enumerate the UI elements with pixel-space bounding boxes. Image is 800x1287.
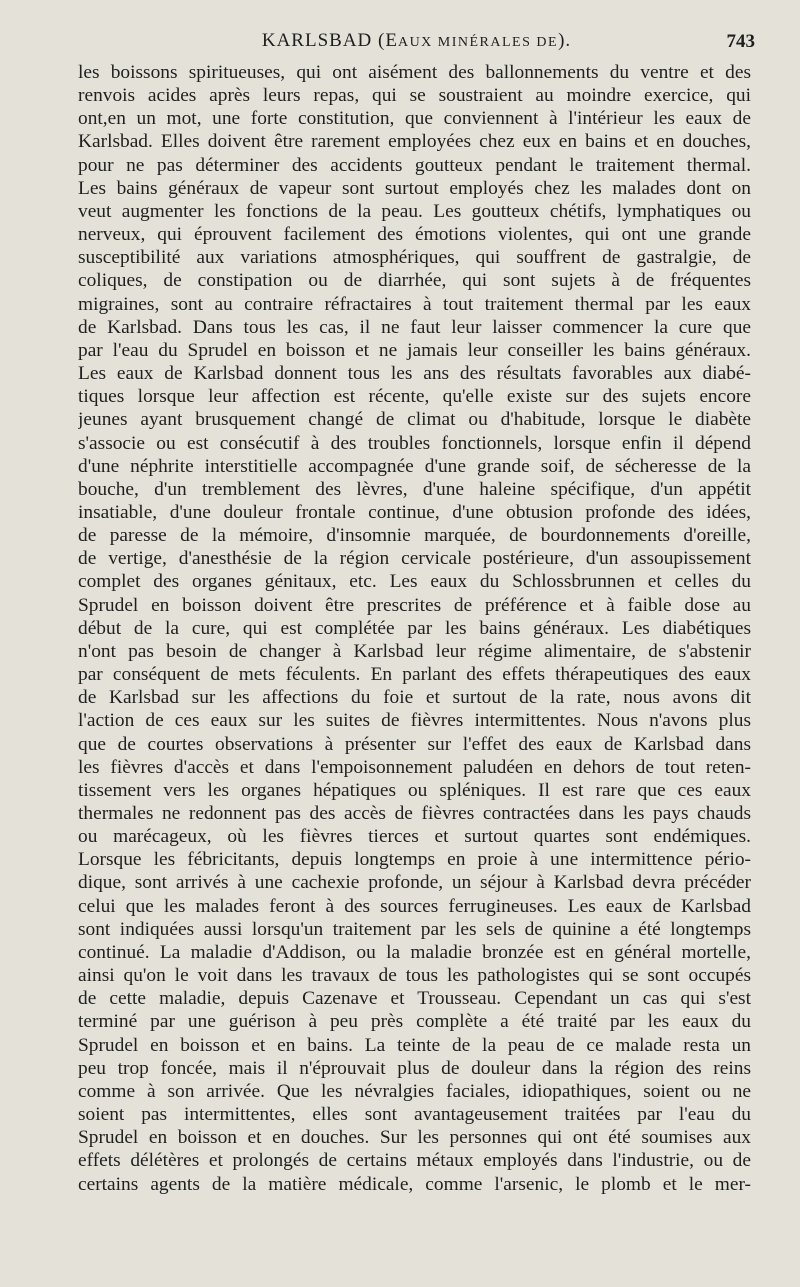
text-line: tiques lorsque leur affection est récente, qu'elle existe sur des sujets encore: [78, 386, 751, 408]
text-line: début de la cure, qui est complétée par les bains généraux. Les diabétiques: [78, 617, 751, 639]
text-line: les boissons spiritueuses, qui ont aisément des ballonnements du ventre et des: [78, 62, 751, 83]
text-line: renvois acides après leurs repas, qui se soustraient au moindre exercice, qui: [78, 85, 751, 107]
text-line: bouche, d'un tremblement des lèvres, d'une haleine spécifique, d'un appétit: [78, 478, 751, 500]
text-line: de paresse de la mémoire, d'insomnie marquée, de bourdonnements d'oreille,: [78, 525, 751, 547]
text-line: certains agents de la matière médicale, comme l'arsenic, le plomb et le mer-: [78, 1173, 751, 1195]
running-title-main: KARLSBAD: [261, 30, 373, 51]
text-line: n'ont pas besoin de changer à Karlsbad leur régime alimentaire, de s'abstenir: [78, 640, 751, 662]
text-line: Lorsque les fébricitants, depuis longtemps en proie à une intermittence pério-: [78, 849, 751, 871]
text-line: soient pas intermittentes, elles sont avantageusement traitées par l'eau du: [78, 1104, 751, 1126]
text-line: de Karlsbad sur les affections du foie et surtout de la rate, nous avons dit: [78, 687, 751, 709]
text-line: par l'eau du Sprudel en boisson et ne jamais leur conseiller les bains généraux.: [78, 339, 751, 361]
text-line: comme à son arrivée. Que les névralgies faciales, idiopathiques, soient ou ne: [78, 1080, 751, 1102]
text-line: de vertige, d'anesthésie de la région cervicale postérieure, d'un assoupissement: [78, 548, 751, 570]
running-title: [78, 30, 755, 52]
text-line: ont,en un mot, une forte constitution, que conviennent à l'intérieur les eaux de: [78, 108, 751, 130]
text-line: ainsi qu'on le voit dans les travaux de tous les pathologistes qui se sont occupés: [78, 965, 751, 987]
running-title-paren-open: (E: [372, 30, 398, 51]
text-line: migraines, sont au contraire réfractaires à tout traitement thermal par les eaux: [78, 293, 751, 315]
text-line: Sprudel en boisson et en douches. Sur les personnes qui ont été soumises aux: [78, 1127, 751, 1149]
text-line: Sprudel en boisson et en bains. La teinte de la peau de ce malade resta un: [78, 1034, 751, 1056]
text-line: jeunes ayant brusquement changé de climat ou d'habitude, lorsque le diabète: [78, 409, 751, 431]
text-line: l'action de ces eaux sur les suites de fièvres intermittentes. Nous n'avons plus: [78, 710, 751, 732]
body-text: [78, 61, 751, 1196]
page-number: 743: [726, 31, 755, 52]
text-line: terminé par une guérison à peu près complète a été traité par les eaux du: [78, 1011, 751, 1033]
text-line: susceptibilité aux variations atmosphériques, qui souffrent de gastralgie, de: [78, 247, 751, 269]
text-line: les fièvres d'accès et dans l'empoisonnement paludéen en dehors de tout reten-: [78, 756, 751, 778]
text-line: veut augmenter les fonctions de la peau. Les goutteux chétifs, lymphatiques ou: [78, 200, 751, 222]
text-line: continué. La maladie d'Addison, ou la maladie bronzée est en général mortelle,: [78, 941, 751, 963]
text-line: coliques, de constipation ou de diarrhée, qui sont sujets à de fréquentes: [78, 270, 751, 292]
text-line: d'une néphrite interstitielle accompagnée d'une grande soif, de sécheresse de la: [78, 455, 751, 477]
text-line: effets délétères et prolongés de certains métaux employés dans l'industrie, ou de: [78, 1150, 751, 1172]
text-line: insatiable, d'une douleur frontale continue, d'une obtusion profonde des idées,: [78, 501, 751, 523]
text-line: tissement vers les organes hépatiques ou spléniques. Il est rare que ces eaux: [78, 779, 751, 801]
text-line: complet des organes génitaux, etc. Les eaux du Schlossbrunnen et celles du: [78, 571, 751, 593]
text-line: de cette maladie, depuis Cazenave et Trousseau. Cependant un cas qui s'est: [78, 988, 751, 1010]
page-header: [78, 30, 755, 56]
text-line: s'associe ou est consécutif à des troubles fonctionnels, lorsque enfin il dépend: [78, 432, 751, 454]
text-line: ou marécageux, où les fièvres tierces et surtout quartes sont endémiques.: [78, 826, 751, 848]
text-line: thermales ne redonnent pas des accès de fièvres contractées dans les pays chauds: [78, 803, 751, 824]
running-title-paren-close: ).: [558, 30, 572, 51]
text-line: celui que les malades feront à des sources ferrugineuses. Les eaux de Karlsbad: [78, 895, 751, 917]
text-line: que de courtes observations à présenter sur l'effet des eaux de Karlsbad dans: [78, 733, 751, 755]
text-line: Karlsbad. Elles doivent être rarement employées chez eux en bains et en douches,: [78, 131, 751, 153]
text-line: dique, sont arrivés à une cachexie profonde, un séjour à Karlsbad devra précéder: [78, 872, 751, 894]
text-line: sont indiquées aussi lorsqu'un traitement par les sels de quinine a été longtemps: [78, 918, 751, 940]
text-line: pour ne pas déterminer des accidents goutteux pendant le traitement thermal.: [78, 154, 751, 176]
text-line: nerveux, qui éprouvent facilement des émotions violentes, qui ont une grande: [78, 224, 751, 246]
text-line: par conséquent de mets féculents. En parlant des effets thérapeutiques des eaux: [78, 664, 751, 686]
text-line: Sprudel en boisson doivent être prescrites de préférence et à faible dose au: [78, 594, 751, 616]
running-title-small-caps: AUX MINÉRALES DE: [397, 35, 559, 50]
text-line: peu trop foncée, mais il n'éprouvait plus de douleur dans la région des reins: [78, 1057, 751, 1079]
text-line: Les bains généraux de vapeur sont surtout employés chez les malades dont on: [78, 177, 751, 199]
text-line: Les eaux de Karlsbad donnent tous les ans des résultats favorables aux diabé-: [78, 363, 751, 385]
text-line: de Karlsbad. Dans tous les cas, il ne faut leur laisser commencer la cure que: [78, 316, 751, 338]
